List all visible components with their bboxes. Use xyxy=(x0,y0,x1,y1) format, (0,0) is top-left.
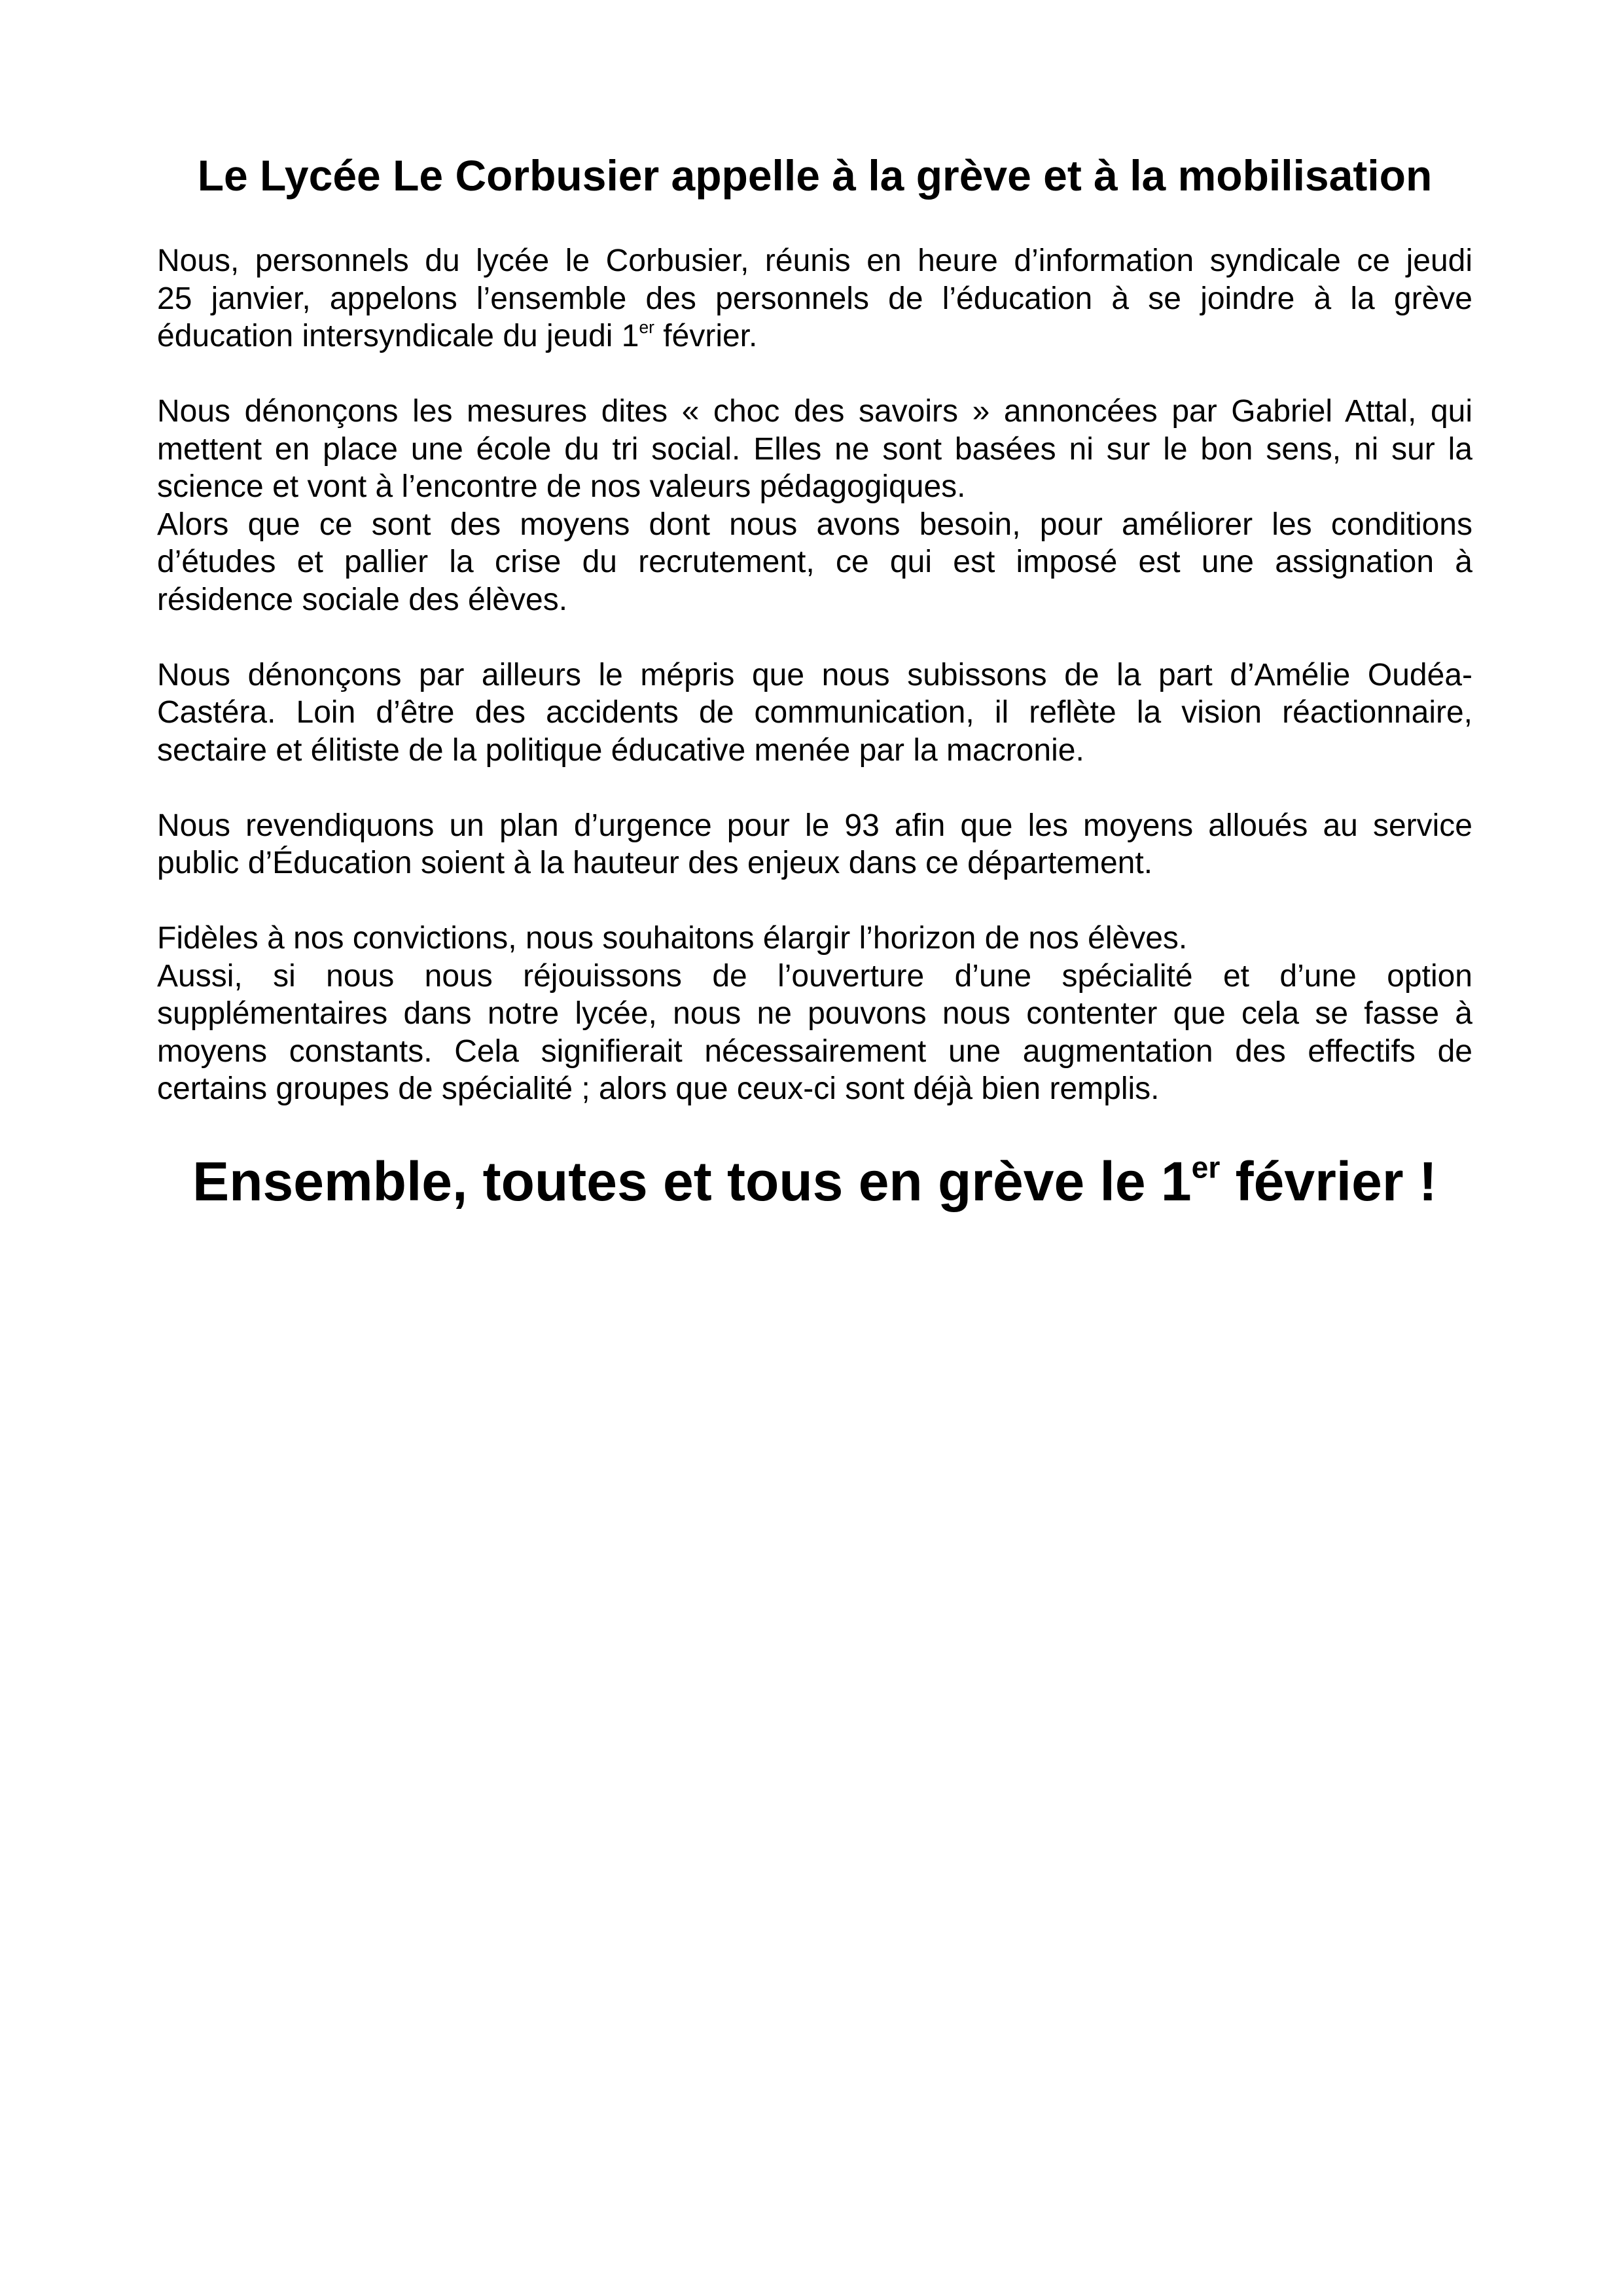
paragraph-specialite xyxy=(157,958,1472,1108)
ordinal-suffix: er xyxy=(639,317,654,338)
text-line: supplémentaires dans notre lycée, nous ne pouvons nous contenter que cela se fasse à xyxy=(157,996,1472,1031)
text-line: public d’Éducation soient à la hauteur des enjeux dans ce département. xyxy=(157,846,1153,880)
text-line: sectaire et élitiste de la politique éducative menée par la macronie. xyxy=(157,732,1084,768)
paragraph-mepris xyxy=(157,656,1472,770)
paragraph-convictions xyxy=(157,920,1472,958)
text-line xyxy=(157,317,1472,355)
closing-fragment: février ! xyxy=(1220,1151,1437,1212)
text-line: science et vont à l’encontre de nos valeurs pédagogiques. xyxy=(157,469,966,504)
text-fragment: éducation intersyndicale du jeudi 1 xyxy=(157,319,639,353)
paragraph-choc-des-savoirs xyxy=(157,393,1472,506)
paragraph-plan-urgence xyxy=(157,807,1472,882)
paragraph-moyens xyxy=(157,506,1472,619)
document-body xyxy=(157,242,1472,1145)
text-line: Alors que ce sont des moyens dont nous avons besoin, pour améliorer les conditions xyxy=(157,507,1472,542)
text-line: Fidèles à nos convictions, nous souhaitons élargir l’horizon de nos élèves. xyxy=(157,921,1188,956)
closing-fragment: Ensemble, toutes et tous en grève le 1 xyxy=(192,1151,1192,1212)
document-title: Le Lycée Le Corbusier appelle à la grève et à la mobilisation xyxy=(197,151,1433,200)
paragraph-intro xyxy=(157,242,1472,355)
text-line: Nous dénonçons les mesures dites « choc des savoirs » annoncées par Gabriel Attal, qui xyxy=(157,394,1472,429)
text-line: Nous, personnels du lycée le Corbusier, réunis en heure d’information syndicale ce jeudi xyxy=(157,243,1472,278)
text-line: Aussi, si nous nous réjouissons de l’ouverture d’une spécialité et d’une option xyxy=(157,958,1472,994)
ordinal-suffix: er xyxy=(1191,1150,1221,1185)
text-line: mettent en place une école du tri social. Elles ne sont basées ni sur le bon sens, ni sur la xyxy=(157,431,1472,467)
text-line: moyens constants. Cela signifierait nécessairement une augmentation des effectifs de xyxy=(157,1033,1472,1069)
text-line: Castéra. Loin d’être des accidents de communication, il reflète la vision réactionnaire, xyxy=(157,695,1472,730)
text-fragment: février. xyxy=(654,319,758,353)
text-line: 25 janvier, appelons l’ensemble des personnels de l’éducation à se joindre à la grève xyxy=(157,281,1472,316)
text-line: résidence sociale des élèves. xyxy=(157,582,568,617)
closing-slogan xyxy=(157,1149,1472,1214)
text-line: Nous revendiquons un plan d’urgence pour le 93 afin que les moyens alloués au service xyxy=(157,808,1472,843)
text-line: Nous dénonçons par ailleurs le mépris que nous subissons de la part d’Amélie Oudéa- xyxy=(157,657,1472,692)
text-line: d’études et pallier la crise du recrutement, ce qui est imposé est une assignation à xyxy=(157,545,1472,579)
text-line: certains groupes de spécialité ; alors que ceux-ci sont déjà bien remplis. xyxy=(157,1071,1160,1106)
